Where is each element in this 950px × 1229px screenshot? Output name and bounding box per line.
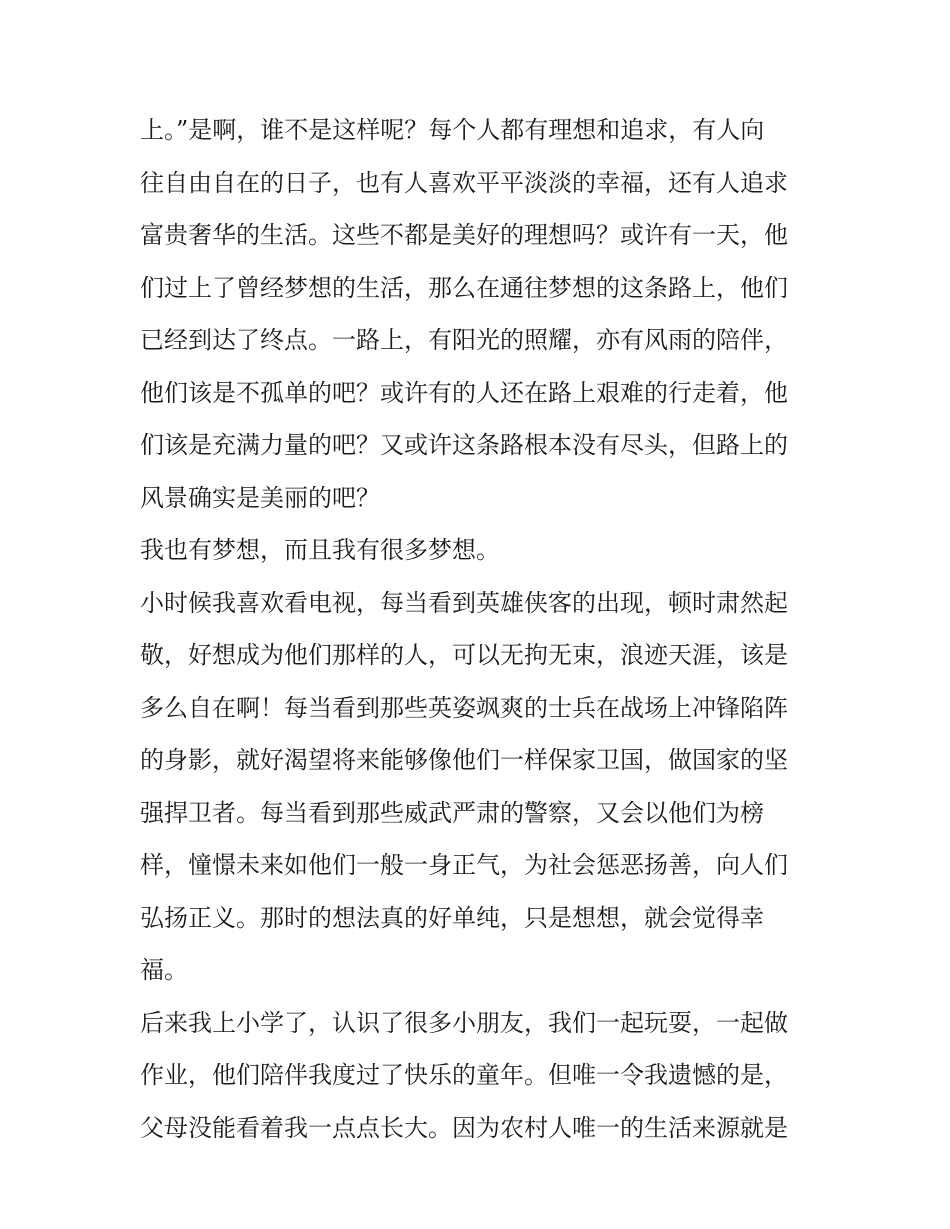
text-line: 福。 bbox=[140, 956, 188, 984]
text-line: 富贵奢华的生活。这些不都是美好的理想吗？或许有一天，他 bbox=[140, 221, 788, 249]
text-line: 多么自在啊！每当看到那些英姿飒爽的士兵在战场上冲锋陷阵 bbox=[140, 693, 788, 722]
text-line: 父母没能看着我一点点长大。因为农村人唯一的生活来源就是 bbox=[140, 1113, 788, 1142]
text-line: 们过上了曾经梦想的生活，那么在通往梦想的这条路上，他们 bbox=[140, 273, 788, 302]
text-line: 样，憧憬未来如他们一般一身正气，为社会惩恶扬善，向人们 bbox=[140, 851, 788, 879]
text-line: 作业，他们陪伴我度过了快乐的童年。但唯一令我遗憾的是， bbox=[140, 1061, 788, 1089]
text-line: 上。”是啊，谁不是这样呢？每个人都有理想和追求，有人向 bbox=[140, 116, 765, 144]
text-line: 风景确实是美丽的吧？ bbox=[140, 483, 380, 512]
text-line: 他们该是不孤单的吧？或许有的人还在路上艰难的行走着，他 bbox=[140, 378, 788, 407]
text-line: 往自由自在的日子，也有人喜欢平平淡淡的幸福，还有人追求 bbox=[140, 168, 788, 197]
text-line: 我也有梦想，而且我有很多梦想。 bbox=[140, 536, 500, 564]
text-line: 的身影，就好渴望将来能够像他们一样保家卫国，做国家的坚 bbox=[140, 746, 788, 774]
text-line: 弘扬正义。那时的想法真的好单纯，只是想想，就会觉得幸 bbox=[140, 903, 764, 932]
text-line: 敬，好想成为他们那样的人，可以无拘无束，浪迹天涯，该是 bbox=[140, 641, 788, 669]
text-line: 已经到达了终点。一路上，有阳光的照耀，亦有风雨的陪伴， bbox=[140, 326, 788, 354]
text-line: 小时候我喜欢看电视，每当看到英雄侠客的出现，顿时肃然起 bbox=[140, 588, 788, 617]
text-line: 们该是充满力量的吧？又或许这条路根本没有尽头，但路上的 bbox=[140, 431, 788, 459]
text-line: 强捍卫者。每当看到那些威武严肃的警察，又会以他们为榜 bbox=[140, 798, 764, 827]
text-line: 后来我上小学了，认识了很多小朋友，我们一起玩耍，一起做 bbox=[140, 1008, 788, 1037]
essay-body bbox=[140, 104, 818, 1154]
